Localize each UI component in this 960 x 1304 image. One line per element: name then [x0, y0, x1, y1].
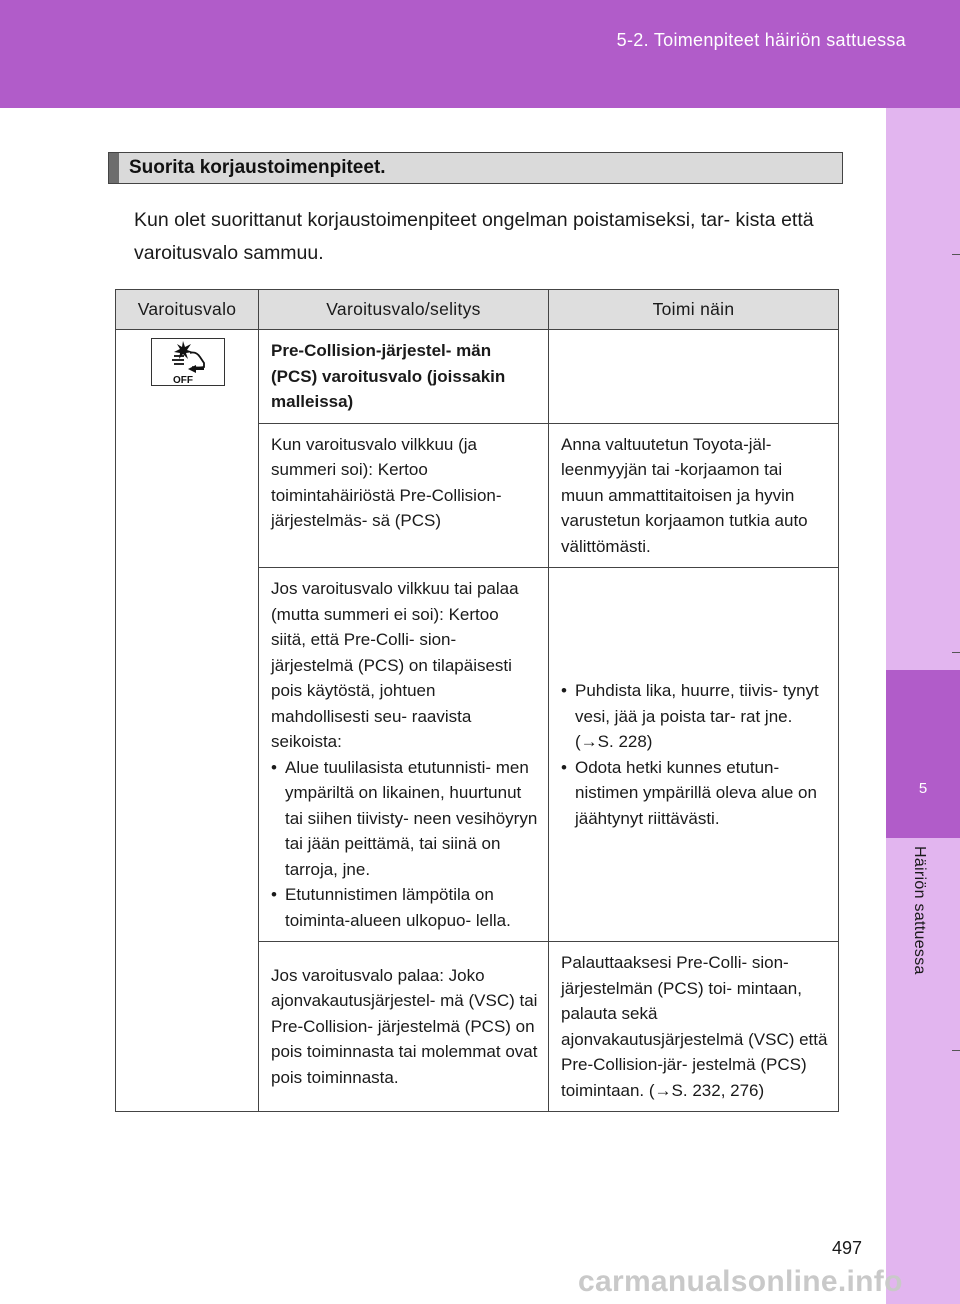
tab-tick-mark: [952, 254, 960, 255]
column-header: Varoitusvalo/selitys: [259, 290, 549, 330]
explanation-cell: [259, 568, 549, 942]
column-header: Varoitusvalo: [116, 290, 259, 330]
section-heading-text: Suorita korjaustoimenpiteet.: [129, 157, 386, 178]
tab-tick-mark: [952, 652, 960, 653]
bullet-item: • Alue tuulilasista etutunnisti- men ympäriltä on likainen, huurtunut tai siihen tiivisty- neen vesihöyryn tai jään peittämä, tai siinä on tarroja, jne.: [271, 755, 538, 883]
bullet-item: • Etutunnistimen lämpötila on toiminta-alueen ulkopuo- lella.: [271, 882, 538, 933]
explanation-text: Jos varoitusvalo vilkkuu tai palaa (mutta summeri ei soi): Kertoo siitä, että Pre-Colli- sion-järjestelmä (PCS) on tilapäisesti pois käytöstä, johtuen mahdollisesti seu- raavista seikoista:: [271, 579, 519, 751]
bullet-item: • Odota hetki kunnes etutun- nistimen ympärillä oleva alue on jäähtynyt riittävästi.: [561, 755, 828, 832]
explanation-bullet-list: [271, 755, 538, 934]
bullet-item: • Puhdista lika, huurre, tiivis- tynyt vesi, jää ja poista tar- rat jne. (→S. 228): [561, 678, 828, 755]
empty-cell: [549, 330, 839, 424]
action-bullet-list: [561, 678, 828, 831]
table-header-row: [116, 290, 839, 330]
chapter-tab[interactable]: [886, 670, 960, 838]
running-header: 5-2. Toimenpiteet häiriön sattuessa: [616, 30, 906, 50]
section-heading: [108, 152, 843, 184]
action-cell: Palauttaaksesi Pre-Colli- sion-järjestelmän (PCS) toi- mintaan, palauta sekä ajonvakautusjärjestelmä (VSC) että Pre-Collision-jär- jestelmä (PCS) toimintaan. (→S. 232, 276): [549, 942, 839, 1112]
pcs-off-warning-icon: [151, 338, 225, 386]
column-header: Toimi näin: [549, 290, 839, 330]
chapter-label: Häiriön sattuessa: [911, 846, 928, 975]
explanation-cell: Kun varoitusvalo vilkkuu (ja summeri soi): Kertoo toimintahäiriöstä Pre-Collision-järjestelmäs- sä (PCS): [259, 423, 549, 568]
warning-light-title: Pre-Collision-järjestel- män (PCS) varoitusvalo (joissakin malleissa): [259, 330, 549, 424]
table-row: [116, 330, 839, 424]
warning-light-table: [115, 289, 839, 1112]
tab-tick-mark: [952, 1050, 960, 1051]
action-cell: Anna valtuutetun Toyota-jäl- leenmyyjän tai -korjaamon tai muun ammattitaitoisen ja hyvin varustetun korjaamon tutkia auto välittömästi.: [549, 423, 839, 568]
explanation-cell: Jos varoitusvalo palaa: Joko ajonvakautusjärjestel- mä (VSC) tai Pre-Collision- järjestelmä (PCS) on pois toiminnasta tai molemmat ovat pois toiminnasta.: [259, 942, 549, 1112]
page-number: 497: [832, 1238, 863, 1258]
warning-icon-cell: [116, 330, 259, 1112]
top-band: [0, 0, 960, 108]
heading-bar: [109, 153, 119, 183]
chapter-number: 5: [918, 780, 928, 797]
intro-paragraph: Kun olet suorittanut korjaustoimenpiteet ongelman poistamiseksi, tar- kista että varoitusvalo sammuu.: [134, 209, 814, 264]
watermark: carmanualsonline.info: [578, 1265, 903, 1298]
icon-off-label: OFF: [173, 375, 193, 385]
action-cell: [549, 568, 839, 942]
